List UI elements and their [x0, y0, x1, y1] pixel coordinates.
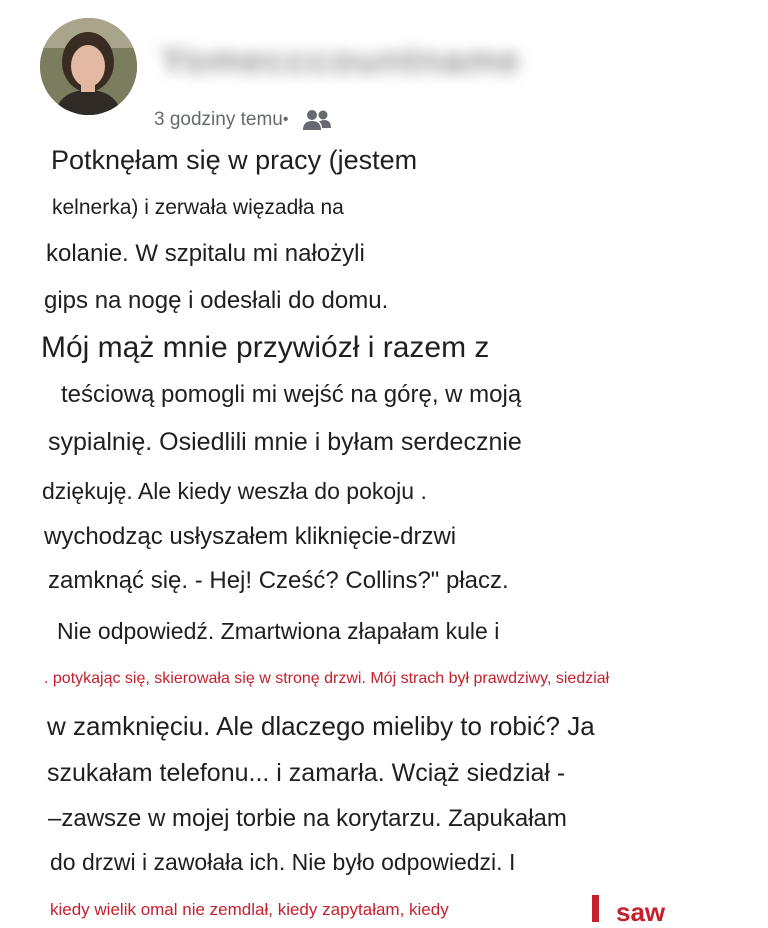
post-text-line: w zamknięciu. Ale dlaczego mieliby to robić? Ja — [47, 711, 595, 741]
post-text-line: –zawsze w mojej torbie na korytarzu. Zapukałam — [48, 805, 567, 832]
post-text-line: gips na nogę i odesłali do domu. — [44, 287, 389, 314]
post-text-line: Mój mąż mnie przywiózł i razem z — [41, 331, 490, 364]
post-text-line: wychodząc usłyszałem kliknięcie-drzwi — [44, 523, 457, 550]
post-text-line: sypialnię. Osiedlili mnie i byłam serdecznie — [48, 428, 522, 456]
post-text-line: dziękuję. Ale kiedy weszła do pokoju . — [42, 478, 427, 504]
post-text-line: zamknąć się. - Hej! Cześć? Collins?" płacz. — [48, 567, 509, 594]
post-text-line: Nie odpowiedź. Zmartwiona złapałam kule i — [57, 618, 500, 644]
post-text-line: kelnerka) i zerwała więzadła na — [52, 196, 344, 219]
post-text-red-tail: saw — [616, 897, 666, 927]
post-text-line: szukałam telefonu... i zamarła. Wciąż siedział - — [47, 759, 566, 787]
red-divider — [592, 895, 599, 922]
author-name[interactable]: Yomecccountname — [160, 40, 521, 82]
post-text-line: teściową pomogli mi wejść na górę, w moją — [61, 381, 522, 408]
avatar[interactable] — [40, 18, 137, 115]
post-text-red-bottom-line: kiedy wielik omal nie zemdlał, kiedy zapytałam, kiedy — [50, 900, 449, 919]
post-text-line: Potknęłam się w pracy (jestem — [51, 145, 418, 175]
post-header — [0, 0, 768, 150]
post-text-line: do drzwi i zawołała ich. Nie było odpowiedzi. I — [50, 849, 516, 875]
post-text-red-line: . potykając się, skierowała się w stronę drzwi. Mój strach był prawdziwy, siedział — [44, 670, 610, 687]
post-timestamp[interactable]: 3 godziny temu — [154, 109, 283, 130]
friends-icon[interactable] — [302, 108, 332, 132]
post-meta — [154, 108, 332, 132]
post-text-line: kolanie. W szpitalu mi nałożyli — [46, 240, 365, 267]
meta-separator: • — [282, 111, 289, 128]
